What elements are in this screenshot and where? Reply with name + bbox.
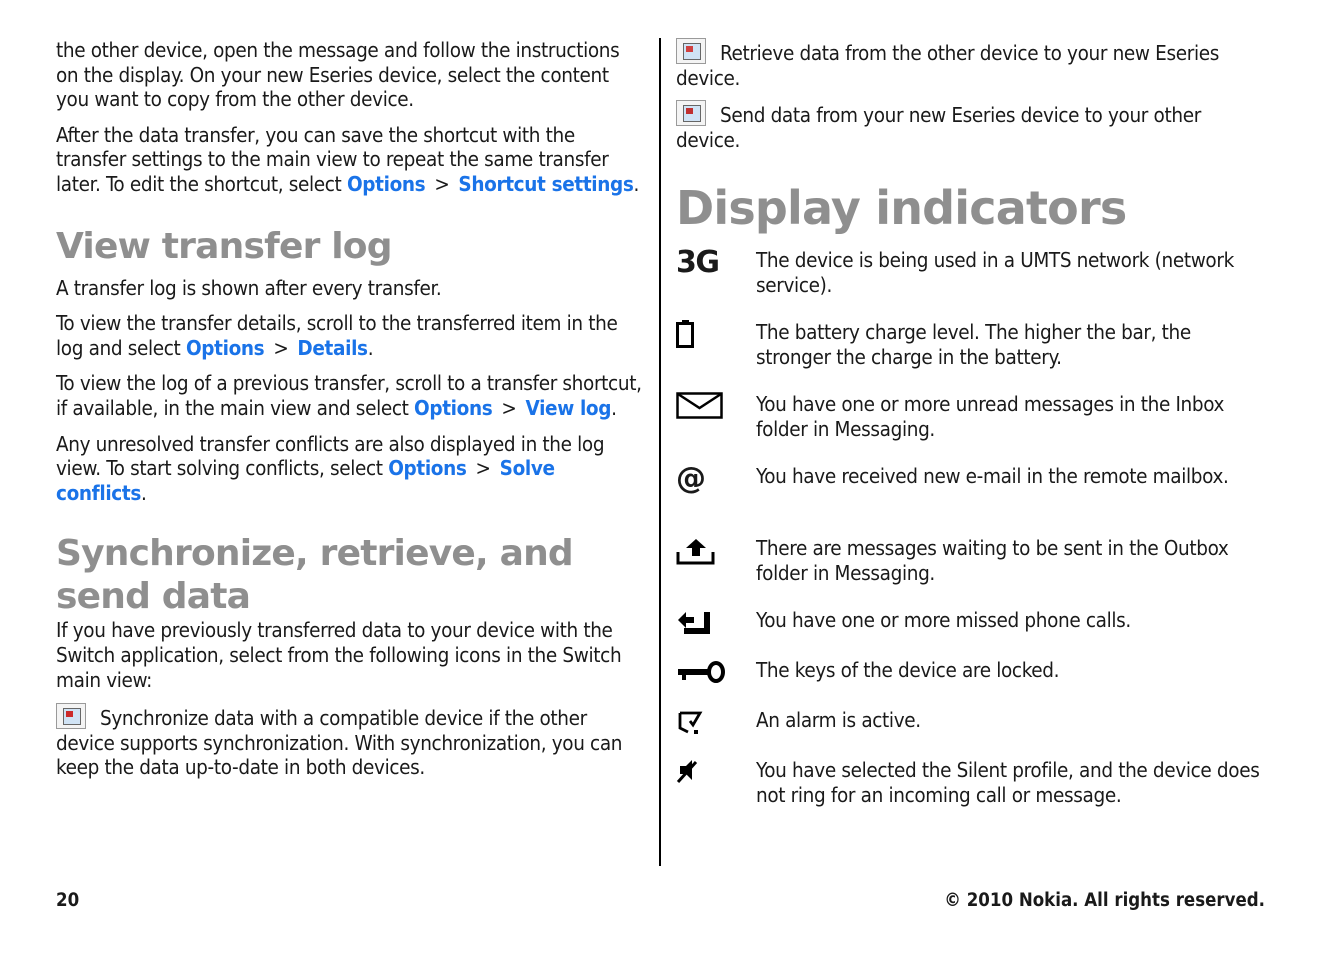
solve-conflicts-link[interactable]: Solve conflicts	[56, 456, 555, 505]
indicator-row	[676, 608, 1268, 658]
menu-separator: >	[501, 395, 517, 420]
indicator-row	[676, 392, 1268, 464]
menu-separator: >	[475, 456, 491, 481]
period: .	[140, 480, 147, 505]
3g-icon: 3G	[676, 245, 719, 281]
paragraph	[56, 38, 646, 112]
outbox-icon	[676, 536, 756, 576]
retrieve-icon	[676, 38, 706, 64]
synchronize-heading: Synchronize, retrieve, and send data	[56, 533, 573, 618]
key-icon	[676, 658, 756, 698]
missed-call-icon	[676, 608, 756, 648]
paragraph	[56, 703, 646, 780]
paragraph	[56, 371, 646, 420]
paragraph	[56, 311, 646, 360]
menu-separator: >	[273, 335, 289, 360]
view-transfer-log-heading: View transfer log	[56, 225, 392, 267]
indicator-row	[676, 758, 1268, 818]
period: .	[367, 335, 374, 360]
menu-separator: >	[434, 171, 450, 196]
paragraph	[676, 100, 1268, 152]
details-link[interactable]: Details	[297, 335, 368, 360]
indicator-text: An alarm is active.	[756, 708, 921, 733]
paragraph	[56, 276, 646, 301]
period: .	[611, 395, 617, 420]
paragraph-text: After the data transfer, you can save the shortcut with the transfer settings to the main view to repeat the same transfer later. To edit the shortcut, select	[56, 122, 609, 196]
paragraph-text: the other device, open the message and follow the instructions on the display. On your new Eseries device, select the content you want to copy from the other device.	[56, 38, 620, 112]
synchronize-icon	[56, 703, 86, 729]
options-link[interactable]: Options	[346, 171, 426, 196]
indicator-row	[676, 536, 1268, 608]
battery-icon	[676, 320, 756, 360]
silent-icon	[676, 758, 756, 798]
right-column	[676, 38, 1268, 818]
paragraph-text: Retrieve data from the other device to your new Eseries device.	[676, 41, 1219, 90]
indicator-text: There are messages waiting to be sent in the Outbox folder in Messaging.	[756, 536, 1229, 585]
paragraph-text: Send data from your new Eseries device to your other device.	[676, 103, 1201, 152]
indicator-text: You have one or more unread messages in the Inbox folder in Messaging.	[756, 392, 1225, 441]
indicator-row	[676, 708, 1268, 758]
paragraph	[56, 432, 646, 506]
indicator-text: The keys of the device are locked.	[756, 658, 1060, 683]
options-link[interactable]: Options	[414, 395, 493, 420]
indicator-row	[676, 245, 1268, 320]
left-column	[56, 38, 646, 791]
indicator-row	[676, 320, 1268, 392]
options-link[interactable]: Options	[185, 335, 265, 360]
send-icon	[676, 100, 706, 126]
indicator-text: You have one or more missed phone calls.	[756, 608, 1131, 633]
indicator-text: You have selected the Silent profile, and the device does not ring for an incoming call or message.	[756, 758, 1260, 807]
paragraph	[676, 38, 1268, 90]
paragraph	[56, 618, 646, 692]
indicator-text: The device is being used in a UMTS network (network service).	[756, 248, 1234, 297]
view-log-link[interactable]: View log	[525, 395, 612, 420]
indicator-row	[676, 658, 1268, 708]
copyright: © 2010 Nokia. All rights reserved.	[944, 890, 1265, 911]
shortcut-settings-link[interactable]: Shortcut settings	[458, 171, 634, 196]
page-number: 20	[56, 890, 80, 911]
at-icon: @	[676, 461, 705, 497]
display-indicators-heading: Display indicators	[676, 181, 1127, 236]
alarm-icon	[676, 708, 756, 748]
paragraph	[56, 123, 646, 197]
paragraph-text: To view the log of a previous transfer, scroll to a transfer shortcut, if available, in the main view and select	[56, 371, 642, 420]
period: .	[633, 171, 640, 196]
paragraph-text: A transfer log is shown after every transfer.	[56, 275, 442, 300]
paragraph-text: To view the transfer details, scroll to the transferred item in the log and select	[56, 311, 618, 360]
indicator-text: The battery charge level. The higher the bar, the stronger the charge in the battery.	[756, 320, 1191, 369]
paragraph-text: If you have previously transferred data to your device with the Switch application, select from the following icons in the Switch main view:	[56, 618, 622, 692]
options-link[interactable]: Options	[388, 456, 467, 481]
indicator-row	[676, 461, 1268, 536]
paragraph-text: Any unresolved transfer conflicts are also displayed in the log view. To start solving conflicts, select	[56, 431, 605, 481]
indicator-text: You have received new e-mail in the remote mailbox.	[756, 464, 1229, 489]
envelope-icon	[676, 392, 756, 432]
paragraph-text: Synchronize data with a compatible device if the other device supports synchronization. With synchronization, you can keep the data up-to-date in both devices.	[56, 706, 623, 780]
column-divider	[659, 38, 661, 866]
